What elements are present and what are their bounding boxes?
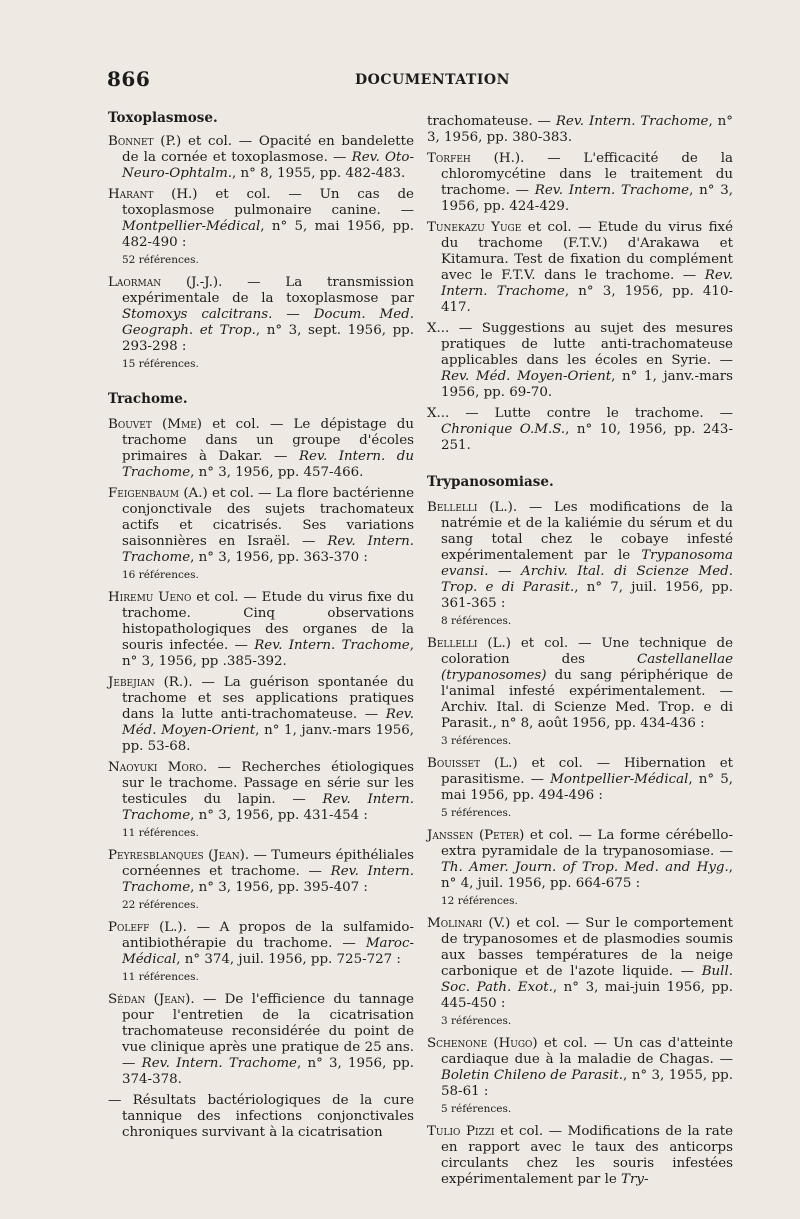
entry-author: X... — [427, 406, 450, 421]
entry-author: Janssen (Peter) — [427, 828, 525, 843]
entry-author: Hiremu Ueno — [108, 590, 192, 605]
reference-count: 12 références. — [441, 895, 518, 907]
entry-tail: , n° 3, mai-juin 1956, pp. 445-450 : — [441, 980, 734, 1011]
entry-text: . — La guérison spontanée du trachome et ses applications pratiques dans la lutte anti-trachomateuse. — — [122, 675, 414, 722]
entry-journal: Rev. Intern. Trachome — [122, 534, 414, 565]
entry-journal: Montpellier-Médical — [550, 772, 689, 787]
bibliography-entry — [108, 848, 414, 896]
bibliography-entry — [427, 151, 733, 215]
bibliography-entry — [108, 760, 414, 824]
entry-tail: , n° 3, 1956, pp. 457-466. — [190, 465, 364, 480]
entry-tail: , n° 3, 1956, pp. 424-429. — [441, 183, 733, 214]
entry-journal: Rev. Oto-Neuro-Ophtalm. — [122, 150, 414, 181]
entry-tail: , n° 374, juil. 1956, pp. 725-727 : — [176, 952, 401, 967]
entry-journal: Th. Amer. Journ. of Trop. Med. and Hyg. — [441, 860, 729, 875]
entry-text: et col. — Une technique de coloration des — [441, 636, 733, 667]
bibliography-entry — [427, 406, 733, 454]
entry-tail: , n° 1, janv.-mars 1956, pp. 69-70. — [441, 369, 733, 400]
bibliography-entry — [427, 220, 733, 316]
entry-author: — — [108, 1093, 122, 1108]
entry-text: et col. — Le dépistage du trachome dans un groupe d'écoles primaires à Dakar. — — [122, 417, 415, 464]
bibliography-entry — [108, 1093, 414, 1141]
entry-journal: Rev. Intern. Trachome — [441, 268, 733, 299]
entry-author: Bellelli (L.) — [427, 500, 513, 515]
entry-tail: , n° 3, 1956, pp. 380-383. — [427, 114, 733, 145]
entry-journal: Castellanellae (trypanosomes) — [441, 652, 733, 683]
bibliography-entry — [108, 675, 414, 755]
entry-journal: Rev. Intern. du Trachome — [122, 449, 414, 480]
entry-author: Poleff (L.) — [108, 920, 183, 935]
entry-text: . — Les modifications de la natrémie et de la kaliémie du sérum et du sang total chez le cobaye infesté expérimentalement par le — [441, 500, 733, 563]
entry-journal: Maroc-Médical — [122, 936, 414, 967]
bibliography-entry — [427, 1124, 733, 1188]
entry-text: Résultats bactériologiques de la cure tannique des infections conjonctivales chroniques survivant à la cicatrisation — [121, 1093, 414, 1140]
entry-author: Sédan (Jean) — [108, 992, 191, 1007]
entry-journal: Rev. Intern. Trachome — [122, 792, 414, 823]
reference-count: 11 références. — [122, 827, 199, 839]
entry-journal: Chronique O.M.S. — [441, 422, 566, 437]
entry-text: — Lutte contre le trachome. — — [449, 406, 733, 421]
entry-author: Laorman (J.-J.) — [108, 275, 219, 290]
entry-tail: , n° 3, 1955, pp. 58-61 : — [441, 1068, 733, 1099]
entry-text: et col. — Opacité en bandelette de la cornée et toxoplasmose. — — [122, 134, 414, 165]
bibliography-entry — [427, 1036, 733, 1100]
entry-text: et col. — Hibernation et parasitisme. — — [441, 756, 733, 787]
entry-journal: Bull. Soc. Path. Exot. — [441, 964, 733, 995]
entry-journal: Rev. Méd. Moyen-Orient — [122, 707, 414, 738]
bibliography-entry — [427, 916, 733, 1012]
entry-text: . — L'efficacité de la chloromycétine dans le traitement du trachome. — — [441, 151, 734, 198]
reference-count: 8 références. — [441, 615, 512, 627]
entry-author: Torfeh (H.) — [427, 151, 521, 166]
bibliography-entry — [108, 486, 414, 566]
entry-text: trachomateuse. — — [427, 114, 556, 129]
section-title: Toxoplasmose. — [108, 110, 218, 126]
entry-text: et col. — Etude du virus fixé du trachome (F.T.V.) d'Arakawa et Kitamura. Test de fixation du complément avec le F.T.V. dans le trachome. — — [441, 220, 733, 283]
entry-text: — Suggestions au sujet des mesures pratiques de lutte anti-trachomateuse applicables dans les écoles en Syrie. — — [441, 321, 733, 368]
entry-tail: , n° 3, 1956, pp. 431-454 : — [190, 808, 368, 823]
running-head: DOCUMENTATION — [355, 72, 510, 88]
entry-journal: Montpellier-Médical — [122, 219, 261, 234]
entry-tail: , n° 10, 1956, pp. 243-251. — [441, 422, 733, 453]
bibliography-entry — [108, 992, 414, 1088]
entry-author: X... — [427, 321, 450, 336]
entry-tail: , n° 3, 1956, pp. 374-378. — [122, 1056, 414, 1087]
entry-tail: , n° 7, juil. 1956, pp. 361-365 : — [441, 580, 734, 611]
entry-text: et col. — Sur le comportement de trypanosomes et de plasmodies soumis aux basses températures de la neige carbonique et de l'azote liquide. — — [441, 916, 733, 979]
continued-entry — [427, 114, 733, 146]
entry-author: Harant (H.) — [108, 187, 198, 202]
entry-author: Peyresblanques (Jean) — [108, 848, 245, 863]
entry-journal: Rev. Intern. Trachome — [555, 114, 709, 129]
entry-tail: , n° 3, 1956, pp. 410-417. — [441, 284, 733, 315]
entry-journal: Rev. Intern. Trachome — [122, 864, 414, 895]
bibliography-entry — [427, 636, 733, 732]
bibliography-entry — [427, 828, 733, 892]
entry-journal: Stomoxys calcitrans. — Docum. Med. Geograph. et Trop. — [122, 307, 414, 338]
entry-text: et col. — Etude du virus fixe du trachome. Cinq observations histopathologiques des organes de la souris infectée. — — [122, 590, 415, 653]
entry-author: Bonnet (P.) — [108, 134, 182, 149]
entry-text: et col. — Un cas d'atteinte cardiaque due à la maladie de Chagas. — — [441, 1036, 733, 1067]
entry-journal: Rev. Intern. Trachome — [141, 1056, 297, 1071]
reference-count: 3 références. — [441, 735, 512, 747]
entry-author: Molinari (V.) — [427, 916, 511, 931]
entry-journal: Try- — [621, 1172, 649, 1187]
bibliography-entry — [108, 134, 414, 182]
entry-journal: Rev. Méd. Moyen-Orient — [441, 369, 612, 384]
section-title: Trachome. — [108, 391, 188, 407]
bibliography-entry — [108, 920, 414, 968]
entry-journal: Trypanosoma evansi. — Archiv. Ital. di Scienze Med. Trop. e di Parasit. — [441, 548, 733, 595]
entry-journal: Rev. Intern. Trachome — [534, 183, 690, 198]
reference-count: 22 références. — [122, 899, 199, 911]
entry-text: et col. — Un cas de toxoplasmose pulmonaire canine. — — [122, 187, 414, 218]
reference-count: 52 références. — [122, 254, 199, 266]
entry-author: Bouisset (L.) — [427, 756, 518, 771]
entry-text: et col. — La flore bactérienne conjonctivale des sujets trachomateux actifs et cicatrisés. Ses variations saisonnières en Israël. — — [122, 486, 414, 549]
entry-text: . — De l'efficience du tannage pour l'entretien de la cicatrisation trachomateuse reconsidérée du point de vue clinique après une pratique de 25 ans. — — [122, 992, 414, 1071]
entry-text: et col. — La forme cérébello-extra pyramidale de la trypanosomiase. — — [441, 828, 734, 859]
entry-tail: du sang périphérique de l'animal infesté expérimentalement. — Archiv. Ital. di Scienze Med. Trop. e di Parasit., n° 8, août 1956, pp. 434-436 : — [441, 668, 733, 731]
entry-author: Naoyuki Moro — [108, 760, 204, 775]
page-number: 866 — [107, 67, 151, 91]
entry-author: Bouvet (Mme) — [108, 417, 203, 432]
entry-author: Tunekazu Yuge — [427, 220, 522, 235]
entry-tail: , n° 3, sept. 1956, pp. 293-298 : — [122, 323, 414, 354]
right-column — [427, 114, 733, 1193]
bibliography-entry — [108, 590, 414, 670]
entry-tail: , n° 3, 1956, pp .385-392. — [122, 638, 414, 669]
entry-tail: , n° 5, mai 1956, pp. 494-496 : — [441, 772, 733, 803]
entry-tail: , n° 4, juil. 1956, pp. 664-675 : — [441, 860, 733, 891]
entry-tail: , n° 3, 1956, pp. 395-407 : — [190, 880, 368, 895]
reference-count: 5 références. — [441, 1103, 512, 1115]
entry-author: Bellelli (L.) — [427, 636, 511, 651]
reference-count: 3 références. — [441, 1015, 512, 1027]
entry-author: Schenone (Hugo) — [427, 1036, 538, 1051]
entry-text: et col. — Modifications de la rate en rapport avec le taux des anticorps circulants chez les souris infestées expérimentalement par le — [441, 1124, 733, 1187]
entry-author: Tulio Pizzi — [427, 1124, 495, 1139]
entry-journal: Rev. Intern. Trachome — [254, 638, 410, 653]
bibliography-entry — [427, 500, 733, 612]
entry-tail: , n° 8, 1955, pp. 482-483. — [232, 166, 406, 181]
entry-text: . — Recherches étiologiques sur le trachome. Passage en série sur les testicules du lapin. — — [122, 760, 414, 807]
reference-count: 5 références. — [441, 807, 512, 819]
entry-text: . — Tumeurs épithéliales cornéennes et trachome. — — [122, 848, 414, 879]
reference-count: 16 références. — [122, 569, 199, 581]
entry-author: Feigenbaum (A.) — [108, 486, 208, 501]
bibliography-entry — [108, 275, 414, 355]
reference-count: 11 références. — [122, 971, 199, 983]
entry-tail: , n° 5, mai 1956, pp. 482-490 : — [122, 219, 414, 250]
section-title: Trypanosomiase. — [427, 474, 554, 490]
entry-text: . — A propos de la sulfamido-antibiothérapie du trachome. — — [122, 920, 414, 951]
bibliography-entry — [108, 417, 414, 481]
entry-journal: Boletin Chileno de Parasit. — [441, 1068, 623, 1083]
entry-tail: , n° 3, 1956, pp. 363-370 : — [190, 550, 368, 565]
bibliography-entry — [427, 756, 733, 804]
reference-count: 15 références. — [122, 358, 199, 370]
left-column — [108, 110, 414, 1146]
entry-text: . — La transmission expérimentale de la toxoplasmose par — [122, 275, 414, 306]
bibliography-entry — [108, 187, 414, 251]
entry-tail: , n° 1, janv.-mars 1956, pp. 53-68. — [122, 723, 414, 754]
entry-author: Jebejian (R.) — [108, 675, 189, 690]
bibliography-entry — [427, 321, 733, 401]
